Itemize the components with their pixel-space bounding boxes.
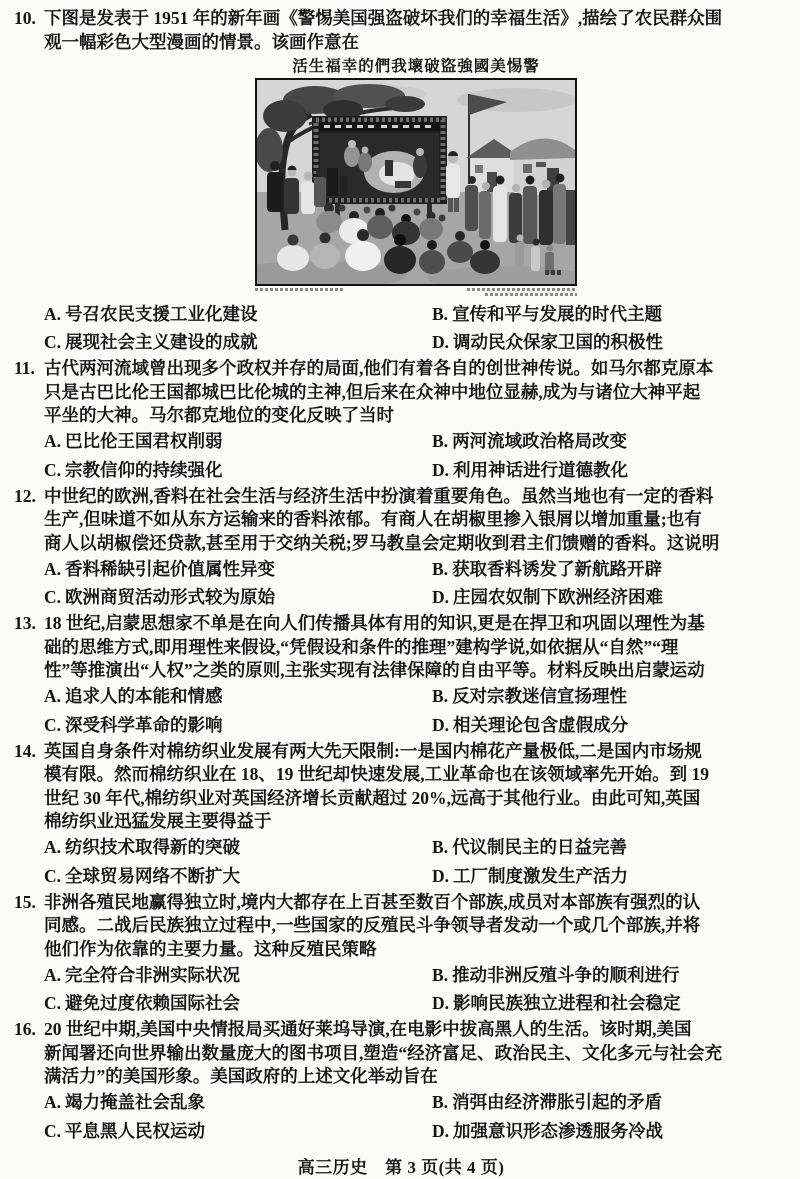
signature-marks — [545, 270, 561, 275]
option-text: 完全符合非洲实际状况 — [65, 965, 240, 985]
option-text: 影响民族独立进程和社会稳定 — [453, 993, 681, 1013]
stem-line: 础的思维方式,即用理性来假设,“凭假设和条件的推理”建构学说,如依据从“自然”“理 — [44, 636, 788, 660]
option-text: 竭力掩盖社会乱象 — [65, 1092, 205, 1112]
option-a: A. 香料稀缺引起价值属性异变 — [44, 558, 432, 582]
option-text: 加强意识形态渗透服务冷战 — [453, 1121, 663, 1141]
option-a: A. 竭力掩盖社会乱象 — [44, 1091, 432, 1115]
option-text: 号召农民支援工业化建设 — [65, 304, 258, 324]
options-grid — [44, 834, 788, 891]
option-text: 全球贸易网络不断扩大 — [65, 866, 240, 886]
stem-line: 观一幅彩色大型漫画的情景。该画作意在 — [44, 31, 788, 55]
option-text: 宗教信仰的持续强化 — [65, 460, 223, 480]
option-d: D. 调动民众保家卫国的积极性 — [432, 331, 788, 355]
options-grid — [44, 555, 788, 612]
option-text: 避免过度依赖国际社会 — [65, 993, 240, 1013]
stem-line: 世纪 30 年代,棉纺织业对英国经济增长贡献超过 20%,远高于其他行业。由此可知,英国 — [44, 787, 788, 811]
option-text: 平息黑人民权运动 — [65, 1121, 205, 1141]
stem-line: 同感。二战后民族独立过程中,一些国家的反殖民斗争领导者发动一个或几个部族,并将 — [44, 914, 788, 938]
option-text: 欧洲商贸活动形式较为原始 — [65, 587, 275, 607]
option-c: C. 避免过度依赖国际社会 — [44, 992, 432, 1016]
stem-line: 生产,但味道不如从东方运输来的香料浓郁。有商人在胡椒里掺入银屑以增加重量;也有 — [44, 508, 788, 532]
stem-line: 他们作为依靠的主要力量。这种反殖民策略 — [44, 938, 788, 962]
question-number: 15. — [14, 891, 42, 915]
option-a: A. 巴比伦王国君权削弱 — [44, 430, 432, 454]
stem-line: 只是古巴比伦王国都城巴比伦城的主神,但后来在众神中地位显赫,成为与诸位大神平起 — [44, 381, 788, 405]
options-grid — [44, 300, 788, 357]
question-14 — [14, 740, 788, 891]
stem-line: 古代两河流域曾出现多个政权并存的局面,他们有着各自的创世神传说。如马尔都克原本 — [44, 357, 788, 381]
option-text: 纺织技术取得新的突破 — [65, 837, 240, 857]
newyear-painting-figure — [255, 57, 577, 296]
stem-line: 性”等推演出“人权”之类的原则,主张实现有法律保障的自由平等。材料反映出启蒙运动 — [44, 659, 788, 683]
option-text: 展现社会主义建设的成就 — [65, 332, 258, 352]
option-d: D. 工厂制度激发生产活力 — [432, 865, 788, 889]
stem-line: 下图是发表于 1951 年的新年画《警惕美国强盗破坏我们的幸福生活》,描绘了农民群众围 — [44, 7, 788, 31]
stem-line: 棉纺织业迅猛发展主要得益于 — [44, 810, 788, 834]
option-d: D. 相关理论包含虚假成分 — [432, 714, 788, 738]
option-b: B. 获取香料诱发了新航路开辟 — [432, 558, 788, 582]
option-text: 庄园农奴制下欧洲经济困难 — [453, 587, 663, 607]
option-text: 相关理论包含虚假成分 — [453, 715, 628, 735]
question-16 — [14, 1018, 788, 1146]
option-text: 宣传和平与发展的时代主题 — [452, 304, 662, 324]
option-text: 巴比伦王国君权削弱 — [65, 431, 223, 451]
option-text: 追求人的本能和情感 — [65, 686, 223, 706]
question-13 — [14, 612, 788, 740]
question-11 — [14, 357, 788, 485]
question-number: 14. — [14, 740, 42, 764]
option-text: 反对宗教迷信宣扬理性 — [452, 686, 627, 706]
question-number: 16. — [14, 1018, 42, 1042]
option-b: B. 两河流域政治格局改变 — [432, 430, 788, 454]
options-grid — [44, 428, 788, 485]
question-number: 13. — [14, 612, 42, 636]
stem-line: 商人以胡椒偿还贷款,甚至用于交纳关税;罗马教皇会定期收到君主们馈赠的香料。这说明 — [44, 532, 788, 556]
option-c: C. 全球贸易网络不断扩大 — [44, 865, 432, 889]
option-text: 深受科学革命的影响 — [65, 715, 223, 735]
option-d: D. 利用神话进行道德教化 — [432, 459, 788, 483]
question-number: 12. — [14, 485, 42, 509]
option-b: B. 宣传和平与发展的时代主题 — [432, 303, 788, 327]
option-text: 代议制民主的日益完善 — [452, 837, 627, 857]
stem-line: 新闻署还向世界输出数量庞大的图书项目,塑造“经济富足、政治民主、文化多元与社会充 — [44, 1042, 788, 1066]
option-text: 香料稀缺引起价值属性异变 — [65, 559, 275, 579]
option-a: A. 完全符合非洲实际状况 — [44, 964, 432, 988]
option-c: C. 平息黑人民权运动 — [44, 1120, 432, 1144]
options-grid — [44, 1089, 788, 1146]
option-b: B. 消弭由经济滞胀引起的矛盾 — [432, 1091, 788, 1115]
stem-line: 非洲各殖民地赢得独立时,境内大都存在上百甚至数百个部族,成员对本部族有强烈的认 — [44, 891, 788, 915]
option-a: A. 追求人的本能和情感 — [44, 685, 432, 709]
stem-line: 英国自身条件对棉纺织业发展有两大先天限制:一是国内棉花产量极低,二是国内市场规 — [44, 740, 788, 764]
option-text: 推动非洲反殖斗争的顺利进行 — [452, 965, 680, 985]
option-d: D. 影响民族独立进程和社会稳定 — [432, 992, 788, 1016]
option-text: 消弭由经济滞胀引起的矛盾 — [452, 1092, 662, 1112]
option-a: A. 号召农民支援工业化建设 — [44, 303, 432, 327]
painting-image — [255, 78, 577, 286]
option-c: C. 深受科学革命的影响 — [44, 714, 432, 738]
caption-right-marks — [467, 288, 577, 296]
question-10 — [14, 7, 788, 357]
question-number: 11. — [14, 357, 42, 381]
question-15 — [14, 891, 788, 1019]
options-grid — [44, 961, 788, 1018]
question-number: 10. — [14, 7, 42, 31]
stem-line: 20 世纪中期,美国中央情报局买通好莱坞导演,在电影中拔高黑人的生活。该时期,美国 — [44, 1018, 788, 1042]
option-text: 获取香料诱发了新航路开辟 — [452, 559, 662, 579]
stem-line: 模有限。然而棉纺织业在 18、19 世纪却快速发展,工业革命也在该领域率先开始。到 19 — [44, 763, 788, 787]
option-text: 利用神话进行道德教化 — [453, 460, 628, 480]
figure-captions — [255, 288, 577, 296]
question-12 — [14, 485, 788, 613]
figure-title: 活生福幸的們我壞破盜強國美惕警 — [255, 57, 577, 76]
stem-line: 中世纪的欧洲,香料在社会生活与经济生活中扮演着重要角色。虽然当地也有一定的香料 — [44, 485, 788, 509]
option-text: 两河流域政治格局改变 — [452, 431, 627, 451]
option-b: B. 代议制民主的日益完善 — [432, 836, 788, 860]
option-c: C. 欧洲商贸活动形式较为原始 — [44, 586, 432, 610]
option-b: B. 推动非洲反殖斗争的顺利进行 — [432, 964, 788, 988]
stem-line: 平坐的大神。马尔都克地位的变化反映了当时 — [44, 404, 788, 428]
option-d: D. 加强意识形态渗透服务冷战 — [432, 1120, 788, 1144]
option-a: A. 纺织技术取得新的突破 — [44, 836, 432, 860]
caption-left-marks — [255, 288, 343, 291]
option-c: C. 展现社会主义建设的成就 — [44, 331, 432, 355]
stem-line: 18 世纪,启蒙思想家不单是在向人们传播具体有用的知识,更是在捍卫和巩固以理性为基 — [44, 612, 788, 636]
option-text: 调动民众保家卫国的积极性 — [453, 332, 663, 352]
page-footer: 高三历史 第 3 页(共 4 页) — [14, 1156, 788, 1179]
option-b: B. 反对宗教迷信宣扬理性 — [432, 685, 788, 709]
option-c: C. 宗教信仰的持续强化 — [44, 459, 432, 483]
stem-line: 满活力”的美国形象。美国政府的上述文化举动旨在 — [44, 1065, 788, 1089]
options-grid — [44, 683, 788, 740]
option-text: 工厂制度激发生产活力 — [453, 866, 628, 886]
option-d: D. 庄园农奴制下欧洲经济困难 — [432, 586, 788, 610]
